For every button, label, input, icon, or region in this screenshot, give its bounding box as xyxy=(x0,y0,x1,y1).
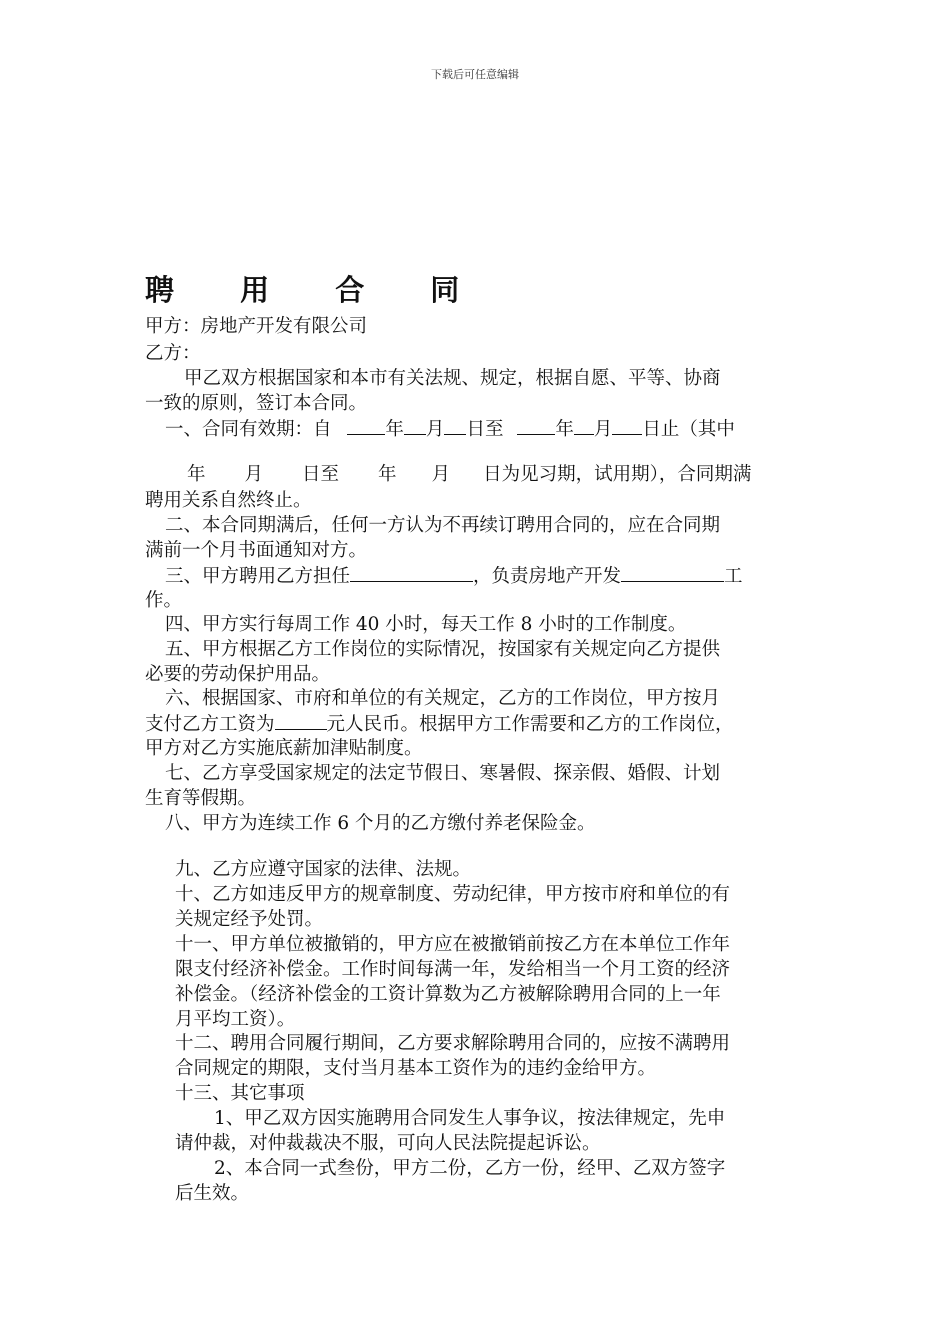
clause-2-line-1: 二、本合同期满后，任何一方认为不再续订聘用合同的，应在合同期 xyxy=(165,515,721,536)
clause-6-line-3: 甲方对乙方实施底薪加津贴制度。 xyxy=(145,738,423,759)
clause-3-text-3: 工 xyxy=(724,566,743,587)
position-blank[interactable] xyxy=(350,563,473,582)
probation-year-end-label: 年 xyxy=(378,464,397,485)
clause-3-text-2: ，负责房地产开发 xyxy=(473,566,622,587)
clause-3-line-1 xyxy=(165,563,743,590)
clause-1-line-1 xyxy=(165,416,735,443)
clause-1-year-label: 年 xyxy=(385,419,404,440)
header-note: 下载后可任意编辑 xyxy=(431,68,519,81)
clause-1-month-end-label: 月 xyxy=(593,419,613,440)
day-blank[interactable] xyxy=(444,416,466,435)
clause-4: 四、甲方实行每周工作 40 小时，每天工作 8 小时的工作制度。 xyxy=(165,614,687,635)
clause-2-line-2: 满前一个月书面通知对方。 xyxy=(145,540,368,561)
clause-11-line-2: 限支付经济补偿金。工作时间每满一年，发给相当一个月工资的经济 xyxy=(175,959,731,980)
clause-8: 八、甲方为连续工作 6 个月的乙方缴付养老保险金。 xyxy=(165,813,596,834)
salary-text: 元人民币。根据甲方工作需要和乙方的工作岗位， xyxy=(326,714,734,735)
probation-day-to-label: 日至 xyxy=(302,464,340,485)
clause-6-line-1: 六、根据国家、市府和单位的有关规定，乙方的工作岗位，甲方按月 xyxy=(165,688,721,709)
party-b: 乙方： xyxy=(145,343,201,364)
clause-1-text: 一、合同有效期：自 xyxy=(165,419,332,440)
year-end-blank[interactable] xyxy=(517,416,555,435)
probation-month-end-label: 月 xyxy=(431,464,451,485)
clause-5-line-2: 必要的劳动保护用品。 xyxy=(145,664,331,685)
clause-6-line-2 xyxy=(145,711,734,738)
work-blank[interactable] xyxy=(621,563,724,582)
clause-12-line-2: 合同规定的期限，支付当月基本工资作为的违约金给甲方。 xyxy=(175,1058,657,1079)
clause-3-line-2: 作。 xyxy=(145,590,183,611)
clause-13-item-1-line-2: 请仲裁，对仲裁裁决不服，可向人民法院提起诉讼。 xyxy=(175,1133,601,1154)
clause-7-line-1: 七、乙方享受国家规定的法定节假日、寒暑假、探亲假、婚假、计划 xyxy=(165,763,721,784)
probation-month-label: 月 xyxy=(244,464,264,485)
clause-13-heading: 十三、其它事项 xyxy=(175,1083,305,1104)
clause-13-item-2-line-2: 后生效。 xyxy=(175,1183,250,1204)
year-blank[interactable] xyxy=(347,416,385,435)
clause-1-line-2 xyxy=(187,462,751,488)
clause-7-line-2: 生育等假期。 xyxy=(145,788,257,809)
clause-1-line-3: 聘用关系自然终止。 xyxy=(145,490,312,511)
day-end-blank[interactable] xyxy=(612,416,642,435)
month-end-blank[interactable] xyxy=(574,416,594,435)
clause-11-line-3: 补偿金。（经济补偿金的工资计算数为乙方被解除聘用合同的上一年 xyxy=(175,984,721,1005)
clause-12-line-1: 十二、聘用合同履行期间，乙方要求解除聘用合同的，应按不满聘用 xyxy=(175,1033,731,1054)
clause-1-day-to-label: 日至 xyxy=(466,419,504,440)
clause-11-line-4: 月平均工资）。 xyxy=(175,1009,296,1030)
intro-line-2: 一致的原则，签订本合同。 xyxy=(145,393,368,414)
salary-blank[interactable] xyxy=(275,711,327,730)
salary-label: 支付乙方工资为 xyxy=(145,714,275,735)
clause-13-item-2-line-1: 2、本合同一式叁份，甲方二份，乙方一份，经甲、乙双方签字 xyxy=(214,1158,726,1179)
clause-1-year-end-label: 年 xyxy=(555,419,574,440)
month-blank[interactable] xyxy=(404,416,426,435)
clause-5-line-1: 五、甲方根据乙方工作岗位的实际情况，按国家有关规定向乙方提供 xyxy=(165,639,721,660)
clause-11-line-1: 十一、甲方单位被撤销的，甲方应在被撤销前按乙方在本单位工作年 xyxy=(175,934,731,955)
clause-1-day-end-label: 日止（其中 xyxy=(642,419,735,440)
clause-13-item-1-line-1: 1、甲乙双方因实施聘用合同发生人事争议，按法律规定，先申 xyxy=(214,1108,726,1129)
probation-day-end-label: 日为见习期，试用期），合同期满 xyxy=(483,464,752,485)
contract-title: 聘 用 合 同 xyxy=(145,273,488,307)
clause-9: 九、乙方应遵守国家的法律、法规。 xyxy=(175,859,472,880)
clause-1-month-label: 月 xyxy=(425,419,445,440)
clause-10-line-1: 十、乙方如违反甲方的规章制度、劳动纪律，甲方按市府和单位的有 xyxy=(175,884,731,905)
probation-year-label: 年 xyxy=(187,464,206,485)
clause-3-text-1: 三、甲方聘用乙方担任 xyxy=(165,566,351,587)
intro-line-1: 甲乙双方根据国家和本市有关法规、规定，根据自愿、平等、协商 xyxy=(184,368,721,389)
party-a: 甲方：房地产开发有限公司 xyxy=(145,316,368,337)
clause-10-line-2: 关规定经予处罚。 xyxy=(175,909,324,930)
